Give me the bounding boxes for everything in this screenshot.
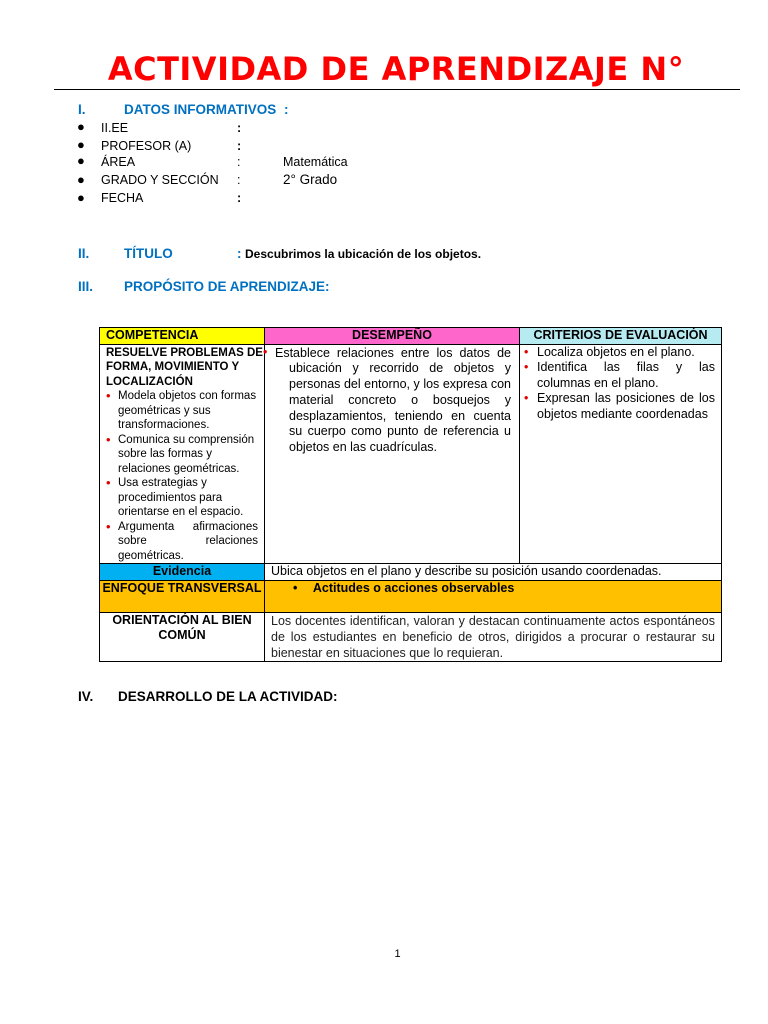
criterios-list (520, 345, 721, 423)
orientacion-row (100, 612, 722, 661)
evidencia-text: Ubica objetos en el plano y describe su posición usando coordenadas. (265, 564, 722, 581)
header-desempeno: DESEMPEÑO (265, 328, 520, 345)
section3-number: III. (78, 279, 94, 294)
info-label: ÁREA (101, 155, 136, 169)
evidencia-row (100, 564, 722, 581)
info-label: PROFESOR (A) (101, 139, 192, 153)
section1-number: I. (78, 102, 86, 117)
bullet-icon: ● (77, 153, 85, 168)
info-label: FECHA (101, 191, 144, 205)
section1-colon: : (284, 102, 289, 117)
capacidades-list (100, 389, 264, 563)
capacidad-item: • Comunica su comprensión sobre las formas y relaciones geométricas. (106, 433, 258, 477)
capacidad-item: • Modela objetos con formas geométricas y sus transformaciones. (106, 389, 258, 433)
desempeno-block (265, 345, 519, 457)
desempeno-cell (265, 344, 520, 564)
enfoque-row (100, 580, 722, 612)
orientacion-label: ORIENTACIÓN AL BIEN COMÚN (100, 612, 265, 661)
orientacion-text: Los docentes identifican, valoran y destacan continuamente actos espontáneos de los estudiantes en beneficio de otros, dirigidos a procurar o restaurar su bienestar en situaciones que lo requieran. (265, 612, 722, 661)
info-sep: : (237, 121, 242, 135)
evidencia-label: Evidencia (100, 564, 265, 581)
bullet-icon: ● (77, 119, 85, 134)
criterio-item: • Localiza objetos en el plano. (524, 345, 715, 361)
section4-heading: DESARROLLO DE LA ACTIVIDAD: (118, 689, 338, 704)
header-competencia: COMPETENCIA (100, 328, 265, 345)
info-sep: : (237, 155, 241, 169)
bullet-icon: ● (77, 172, 85, 187)
purpose-table (99, 327, 722, 662)
criterio-item: • Expresan las posiciones de los objetos mediante coordenadas (524, 391, 715, 422)
table-content-row (100, 344, 722, 564)
competencia-cell (100, 344, 268, 564)
section1-heading: DATOS INFORMATIVOS (124, 102, 277, 117)
info-sep: : (237, 191, 242, 205)
actitudes-cell (265, 580, 722, 612)
bullet-icon: • (293, 580, 298, 595)
section2-heading: TÍTULO (124, 246, 173, 261)
document-title: ACTIVIDAD DE APRENDIZAJE N° (107, 50, 685, 88)
info-value: Matemática (283, 155, 348, 169)
bullet-icon: ● (77, 190, 85, 205)
section4-number: IV. (78, 689, 94, 704)
activity-title: Descubrimos la ubicación de los objetos. (245, 247, 482, 261)
competencia-title: RESUELVE PROBLEMAS DE FORMA, MOVIMIENTO Y LOCALIZACIÓN (106, 346, 263, 388)
title-rule (54, 89, 740, 90)
header-criterios: CRITERIOS DE EVALUACIÓN (520, 328, 722, 345)
enfoque-label: ENFOQUE TRANSVERSAL (100, 580, 265, 612)
section2-colon: : (237, 246, 242, 261)
section3-heading: PROPÓSITO DE APRENDIZAJE: (124, 279, 330, 294)
bullet-icon: ● (77, 137, 85, 152)
actitudes-row (265, 581, 721, 596)
desempeno-text: Establece relaciones entre los datos de ubicación y recorrido de objetos y personas del entorno, y los expresa con material concreto o bosquejos y desplazamientos, teniendo en cuenta su cuerpo como punto de referencia u objetos en las cuadrículas. (275, 345, 511, 455)
info-label: II.EE (101, 121, 129, 135)
table-header-row (100, 328, 722, 345)
criterio-item: • Identifica las filas y las columnas en el plano. (524, 360, 715, 391)
info-label: GRADO Y SECCIÓN (101, 173, 219, 187)
info-sep: : (237, 139, 242, 153)
capacidad-item: • Argumenta afirmaciones sobre relaciones geométricas. (106, 520, 258, 564)
section2-number: II. (78, 246, 90, 261)
bullet-icon: • (263, 344, 268, 359)
capacidad-item: • Usa estrategias y procedimientos para orientarse en el espacio. (106, 476, 258, 520)
actitudes-label: Actitudes o acciones observables (312, 580, 515, 595)
page-number: 1 (394, 948, 401, 960)
info-value: 2° Grado (283, 172, 338, 187)
criterios-cell (520, 344, 722, 564)
info-sep: : (237, 173, 241, 187)
